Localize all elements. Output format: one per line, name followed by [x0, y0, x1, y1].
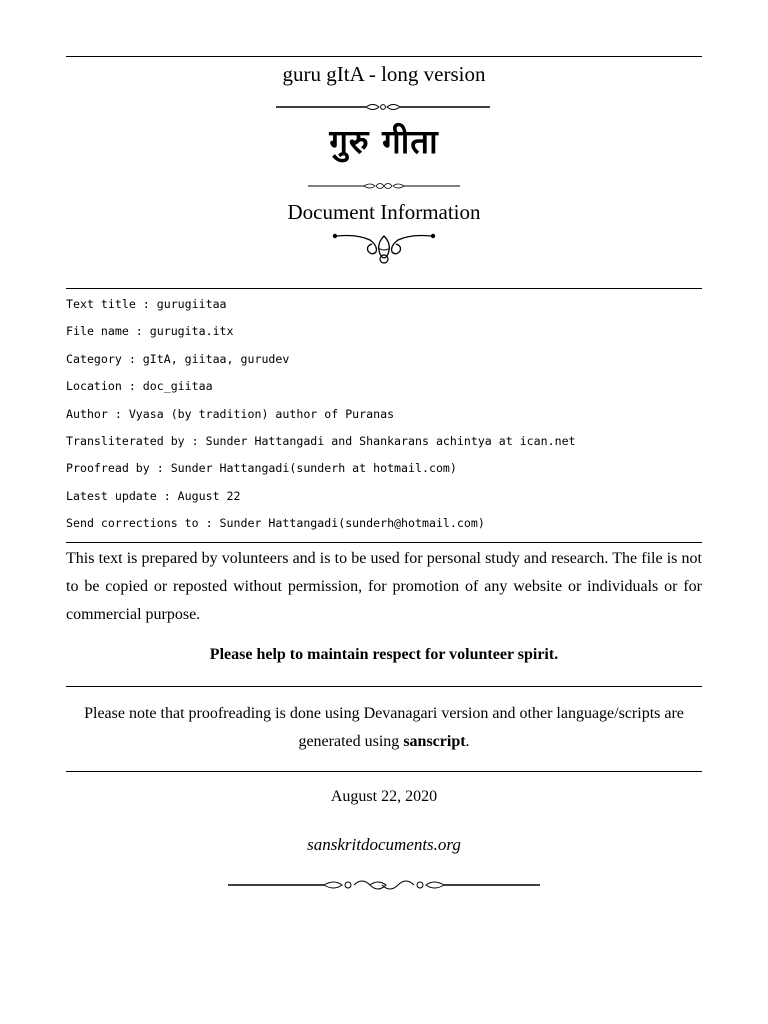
- info-latest-update: Latest update : August 22: [66, 489, 241, 503]
- divider-ornament-bottom: [228, 876, 540, 894]
- note-top-rule: [66, 686, 702, 687]
- devanagari-title: गुरु गीता: [329, 122, 439, 161]
- document-title: guru gItA - long version: [282, 62, 486, 86]
- info-proofread-by: Proofread by : Sunder Hattangadi(sunderh at hotmail.com): [66, 461, 457, 475]
- info-file-name: File name : gurugita.itx: [66, 324, 234, 338]
- info-category: Category : gItA, giitaa, gurudev: [66, 352, 290, 366]
- info-send-corrections: Send corrections to : Sunder Hattangadi(sunderh@hotmail.com): [66, 516, 485, 530]
- section-title: Document Information: [287, 200, 481, 224]
- divider-ornament-top: [276, 98, 490, 116]
- info-location: Location : doc_giitaa: [66, 379, 213, 393]
- divider-ornament-small: [308, 180, 460, 192]
- info-top-rule: [66, 288, 702, 289]
- info-text-title: Text title : gurugiitaa: [66, 297, 227, 311]
- proofreading-note-period: .: [465, 733, 470, 750]
- respect-line: Please help to maintain respect for volunteer spirit.: [209, 646, 559, 663]
- proofreading-note: [66, 700, 702, 756]
- proofreading-note-text: Please note that proofreading is done using Devanagari version and other language/scripts are generated using: [84, 705, 684, 750]
- info-transliterated-by: Transliterated by : Sunder Hattangadi and Shankarans achintya at ican.net: [66, 434, 576, 448]
- note-bottom-rule: [66, 771, 702, 772]
- info-author: Author : Vyasa (by tradition) author of Puranas: [66, 407, 395, 421]
- info-bottom-rule: [66, 542, 702, 543]
- disclaimer-paragraph: This text is prepared by volunteers and is to be used for personal study and research. The file is not to be copied or reposted without permission, for promotion of any website or individuals or for commercial purpose.: [66, 550, 702, 623]
- site-name: sanskritdocuments.org: [307, 835, 461, 854]
- top-rule: [66, 56, 702, 57]
- sanscript-word: sanscript: [403, 733, 466, 750]
- document-date: August 22, 2020: [330, 788, 438, 805]
- flourish-ornament: [332, 226, 436, 266]
